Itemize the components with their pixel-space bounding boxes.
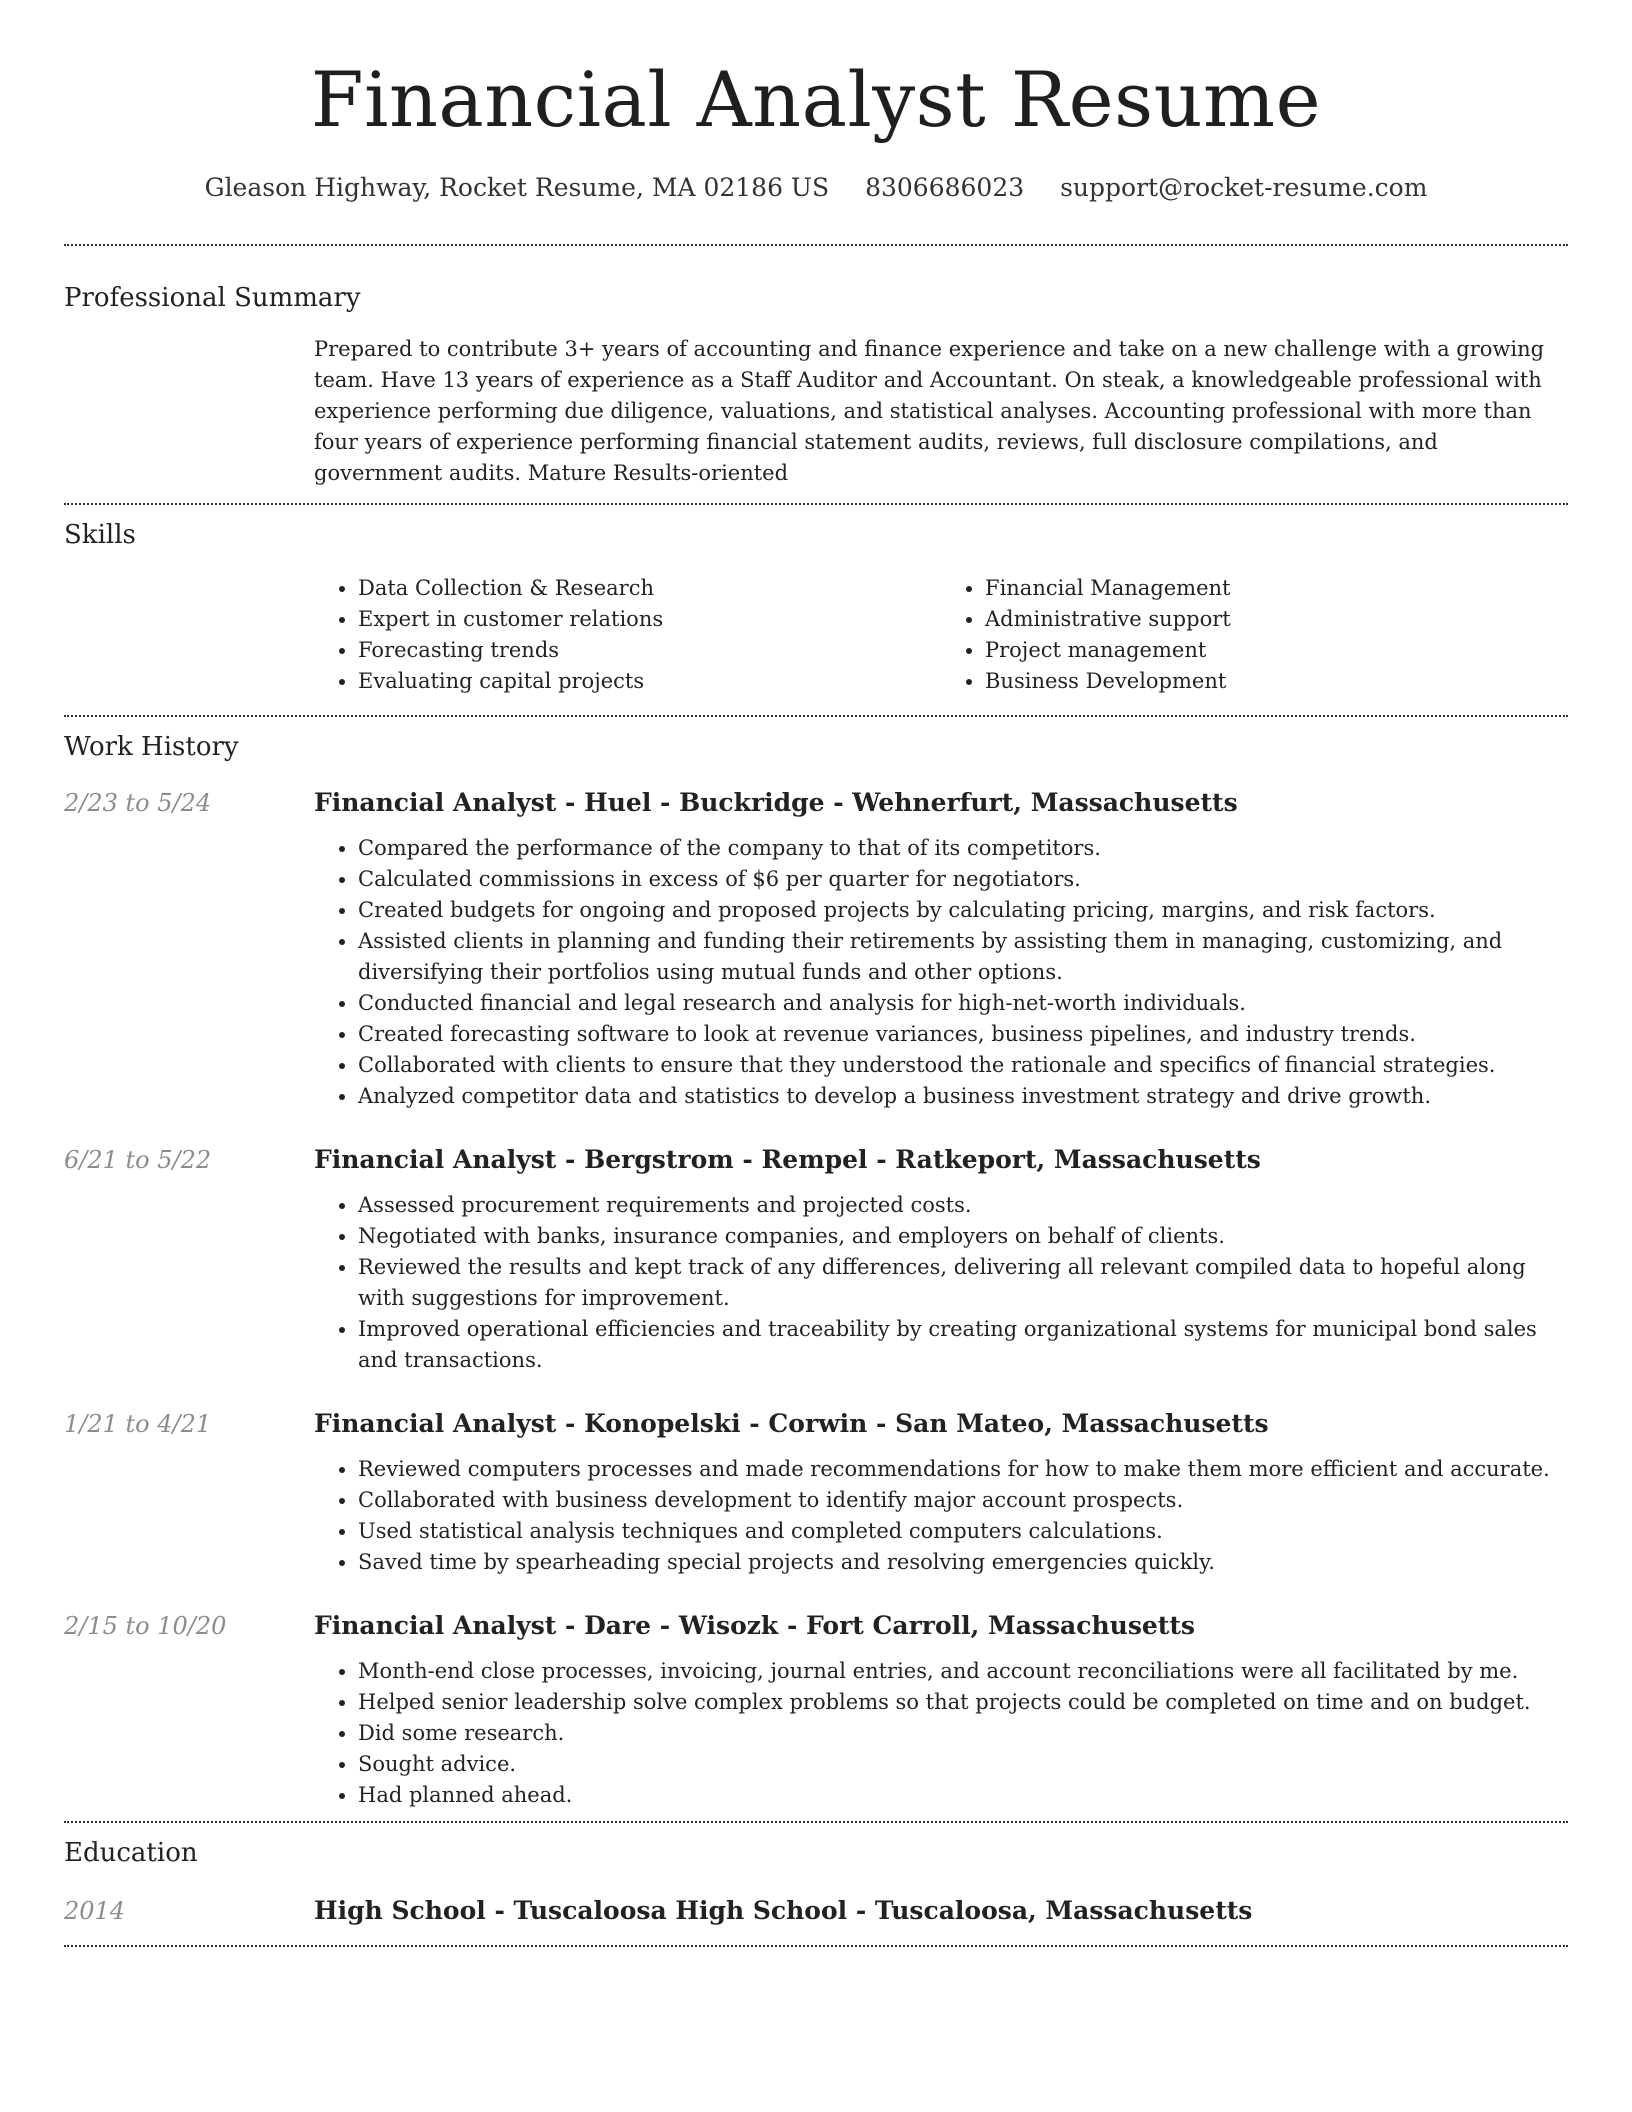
section-title-work: Work History [64, 732, 239, 762]
section-title-education: Education [64, 1838, 198, 1868]
section-title-summary: Professional Summary [64, 283, 361, 313]
job-content [314, 1144, 1568, 1376]
job-bullet: • Created budgets for ongoing and proposed projects by calculating pricing, margins, and risk factors. [358, 895, 1568, 926]
skills-list-left [314, 573, 941, 697]
skill-item: • Financial Management [985, 573, 1568, 604]
section-professional-summary [64, 246, 1568, 503]
section-skills [64, 505, 1568, 715]
contact-line [64, 172, 1568, 204]
job-bullet: • Month-end close processes, invoicing, journal entries, and account reconciliations were all facilitated by me. [358, 1656, 1568, 1687]
job-bullet: • Analyzed competitor data and statistics to develop a business investment strategy and drive growth. [358, 1081, 1568, 1112]
job-bullets [314, 1656, 1568, 1811]
skill-item: • Forecasting trends [358, 635, 941, 666]
job-bullet: • Saved time by spearheading special projects and resolving emergencies quickly. [358, 1547, 1568, 1578]
job-bullet: • Helped senior leadership solve complex problems so that projects could be completed on time and on budget. [358, 1687, 1568, 1718]
job-bullet: • Assisted clients in planning and funding their retirements by assisting them in managing, customizing, and diversifying their portfolios using mutual funds and other options. [358, 926, 1568, 988]
job-bullet: • Reviewed the results and kept track of any differences, delivering all relevant compiled data to hopeful along with suggestions for improvement. [358, 1252, 1568, 1314]
education-title: High School - Tuscaloosa High School - Tuscaloosa, Massachusetts [314, 1896, 1253, 1925]
summary-row [64, 334, 1568, 503]
job-bullet: • Assessed procurement requirements and projected costs. [358, 1190, 1568, 1221]
job-bullet: • Reviewed computers processes and made recommendations for how to make them more efficient and accurate. [358, 1454, 1568, 1485]
resume-title: Financial Analyst Resume [310, 55, 1322, 144]
skills-grid [314, 573, 1568, 697]
skill-item: • Data Collection & Research [358, 573, 941, 604]
job-content [314, 1610, 1568, 1811]
job-bullet: • Negotiated with banks, insurance companies, and employers on behalf of clients. [358, 1221, 1568, 1252]
skill-item: • Expert in customer relations [358, 604, 941, 635]
section-title-skills: Skills [64, 520, 136, 550]
job-bullet: • Conducted financial and legal research and analysis for high-net-worth individuals. [358, 988, 1568, 1019]
contact-email: support@rocket-resume.com [1060, 173, 1428, 202]
job-bullet: • Had planned ahead. [358, 1780, 1568, 1811]
summary-text: Prepared to contribute 3+ years of accounting and finance experience and take on a new challenge with a growing team. Have 13 years of experience as a Staff Auditor and Accountant. On steak, a knowledgeable professional with experience performing due diligence, valuations, and statistical analyses. Accounting professional with more than four years of experience performing financial statement audits, reviews, full disclosure compilations, and government audits. Mature Results-oriented [314, 337, 1545, 485]
skills-row [64, 573, 1568, 715]
skill-item: • Evaluating capital projects [358, 666, 941, 697]
section-education [64, 1823, 1568, 1945]
education-entry [64, 1895, 1568, 1945]
job-bullet: • Collaborated with business development to identify major account prospects. [358, 1485, 1568, 1516]
job-title: Financial Analyst - Bergstrom - Rempel - Ratkeport, Massachusetts [314, 1145, 1261, 1174]
job-bullets [314, 1454, 1568, 1578]
resume-header [64, 0, 1568, 204]
contact-phone: 8306686023 [865, 173, 1025, 202]
job-dates: 6/21 to 5/22 [64, 1146, 212, 1174]
job-dates: 2/15 to 10/20 [64, 1612, 227, 1640]
job-entry-3 [64, 1408, 1568, 1578]
job-title: Financial Analyst - Konopelski - Corwin - San Mateo, Massachusetts [314, 1409, 1269, 1438]
skill-item: • Business Development [985, 666, 1568, 697]
job-title: Financial Analyst - Huel - Buckridge - Wehnerfurt, Massachusetts [314, 788, 1238, 817]
skills-list-right [941, 573, 1568, 697]
job-dates: 1/21 to 4/21 [64, 1410, 212, 1438]
summary-content [314, 334, 1568, 489]
skill-item: • Project management [985, 635, 1568, 666]
section-work-history [64, 717, 1568, 1811]
job-dates: 2/23 to 5/24 [64, 789, 212, 817]
skill-item: • Administrative support [985, 604, 1568, 635]
job-bullet: • Used statistical analysis techniques and completed computers calculations. [358, 1516, 1568, 1547]
education-content [314, 1895, 1568, 1927]
education-divider [64, 1945, 1568, 1947]
job-bullet: • Improved operational efficiencies and traceability by creating organizational systems for municipal bond sales and transactions. [358, 1314, 1568, 1376]
education-year: 2014 [64, 1897, 126, 1925]
job-entry-1 [64, 787, 1568, 1112]
job-bullet: • Sought advice. [358, 1749, 1568, 1780]
job-title: Financial Analyst - Dare - Wisozk - Fort Carroll, Massachusetts [314, 1611, 1195, 1640]
contact-address: Gleason Highway, Rocket Resume, MA 02186 US [204, 173, 830, 202]
job-bullet: • Compared the performance of the company to that of its competitors. [358, 833, 1568, 864]
job-bullet: • Created forecasting software to look at revenue variances, business pipelines, and industry trends. [358, 1019, 1568, 1050]
job-bullet: • Collaborated with clients to ensure that they understood the rationale and specifics of financial strategies. [358, 1050, 1568, 1081]
job-bullets [314, 1190, 1568, 1376]
job-bullet: • Calculated commissions in excess of $6 per quarter for negotiators. [358, 864, 1568, 895]
job-entry-4 [64, 1610, 1568, 1811]
job-content [314, 787, 1568, 1112]
job-content [314, 1408, 1568, 1578]
job-bullet: • Did some research. [358, 1718, 1568, 1749]
job-entry-2 [64, 1144, 1568, 1376]
job-bullets [314, 833, 1568, 1112]
